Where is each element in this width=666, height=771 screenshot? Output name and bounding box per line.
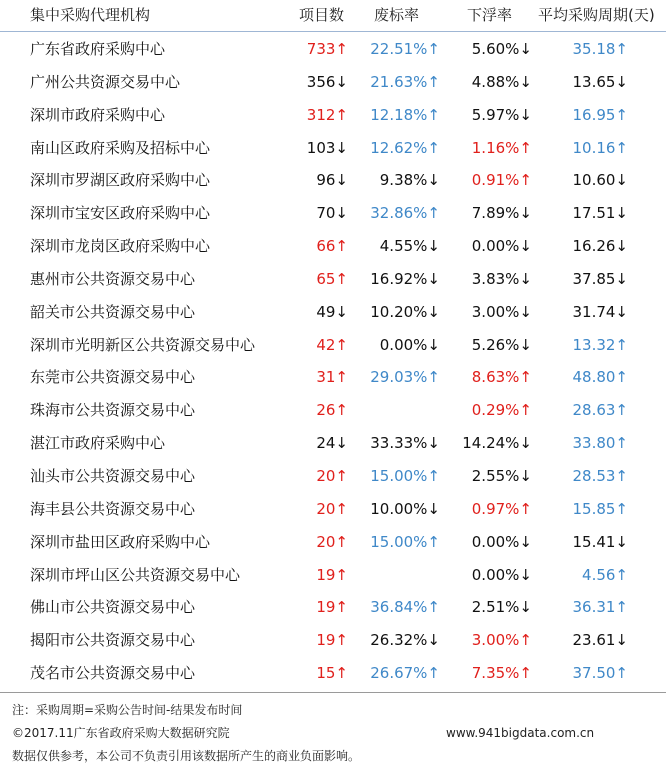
- row-float-rate: 7.35%↑: [471, 664, 532, 683]
- header-count: 项目数: [299, 6, 345, 24]
- row-avg-cycle: 28.63↑: [572, 401, 628, 420]
- row-avg-cycle: 37.50↑: [572, 664, 628, 683]
- row-avg-cycle: 15.41↓: [572, 532, 628, 551]
- row-avg-cycle: 28.53↑: [572, 466, 628, 485]
- row-fail-rate: 26.67%↑: [370, 664, 440, 683]
- row-name: 南山区政府采购及招标中心: [30, 138, 211, 157]
- table-row: [0, 197, 666, 230]
- row-fail-rate: 21.63%↑: [370, 72, 440, 91]
- row-count: 103↓: [306, 138, 348, 157]
- row-name: 深圳市坪山区公共资源交易中心: [30, 565, 241, 584]
- row-float-rate: 4.88%↓: [471, 72, 532, 91]
- row-name: 茂名市公共资源交易中心: [30, 664, 196, 683]
- row-fail-rate: 0.00%↓: [379, 335, 440, 354]
- row-avg-cycle: 10.60↓: [572, 171, 628, 190]
- row-fail-rate: 16.92%↓: [370, 269, 440, 288]
- row-avg-cycle: 10.16↑: [572, 138, 628, 157]
- row-fail-rate: 22.51%↑: [370, 40, 440, 58]
- row-fail-rate: [350, 394, 440, 427]
- row-fail-rate: 32.86%↑: [370, 204, 440, 223]
- table-row: [0, 526, 666, 559]
- row-count: 733↑: [306, 40, 348, 58]
- row-avg-cycle: 4.56↑: [582, 565, 628, 584]
- row-fail-rate: 4.55%↓: [379, 237, 440, 256]
- row-float-rate: 0.00%↓: [471, 565, 532, 584]
- header-float-rate: 下浮率: [467, 6, 513, 24]
- row-name: 深圳市政府采购中心: [30, 105, 166, 124]
- row-name: 深圳市龙岗区政府采购中心: [30, 237, 211, 256]
- table-row: [0, 263, 666, 296]
- header-avg-cycle: 平均采购周期(天): [538, 6, 655, 24]
- table-row: [0, 559, 666, 592]
- row-float-rate: 5.26%↓: [471, 335, 532, 354]
- row-float-rate: 3.00%↑: [471, 631, 532, 650]
- row-count: 20↑: [316, 532, 348, 551]
- row-float-rate: 2.55%↓: [471, 466, 532, 485]
- row-avg-cycle: 35.18↑: [572, 40, 628, 58]
- row-float-rate: 0.91%↑: [471, 171, 532, 190]
- row-avg-cycle: 15.85↑: [572, 499, 628, 518]
- table-header: [0, 0, 666, 32]
- row-avg-cycle: 23.61↓: [572, 631, 628, 650]
- row-avg-cycle: 48.80↑: [572, 368, 628, 387]
- row-fail-rate: 10.00%↓: [370, 499, 440, 518]
- row-float-rate: 0.00%↓: [471, 532, 532, 551]
- footer: [0, 692, 666, 771]
- row-name: 东莞市公共资源交易中心: [30, 368, 196, 387]
- row-avg-cycle: 17.51↓: [572, 204, 628, 223]
- row-avg-cycle: 31.74↓: [572, 302, 628, 321]
- row-count: 15↑: [316, 664, 348, 683]
- row-avg-cycle: 16.26↓: [572, 237, 628, 256]
- row-name: 深圳市盐田区政府采购中心: [30, 532, 211, 551]
- row-fail-rate: 33.33%↓: [370, 434, 440, 453]
- row-name: 湛江市政府采购中心: [30, 434, 166, 453]
- table-row: [0, 329, 666, 362]
- row-name: 广州公共资源交易中心: [30, 72, 181, 91]
- row-fail-rate: 10.20%↓: [370, 302, 440, 321]
- row-avg-cycle: 13.32↑: [572, 335, 628, 354]
- header-fail-rate: 废标率: [374, 6, 420, 24]
- row-name: 深圳市宝安区政府采购中心: [30, 204, 211, 223]
- row-fail-rate: 29.03%↑: [370, 368, 440, 387]
- row-count: 20↑: [316, 499, 348, 518]
- row-name: 佛山市公共资源交易中心: [30, 598, 196, 617]
- row-float-rate: 0.29%↑: [471, 401, 532, 420]
- row-count: 96↓: [316, 171, 348, 190]
- table-row: [0, 132, 666, 165]
- table-row: [0, 99, 666, 132]
- table-row: [0, 591, 666, 624]
- table-body: [0, 33, 666, 690]
- table-row: [0, 657, 666, 690]
- row-float-rate: 14.24%↓: [462, 434, 532, 453]
- table-row: [0, 164, 666, 197]
- row-name: 惠州市公共资源交易中心: [30, 269, 196, 288]
- row-count: 26↑: [316, 401, 348, 420]
- row-count: 42↑: [316, 335, 348, 354]
- footer-disclaimer: 数据仅供参考，本公司不负责引用该数据所产生的商业负面影响。: [12, 749, 361, 763]
- row-count: 20↑: [316, 466, 348, 485]
- row-float-rate: 7.89%↓: [471, 204, 532, 223]
- row-float-rate: 8.63%↑: [471, 368, 532, 387]
- row-count: 65↑: [316, 269, 348, 288]
- row-count: 356↓: [306, 72, 348, 91]
- table-row: [0, 624, 666, 657]
- table-row: [0, 394, 666, 427]
- row-fail-rate: 15.00%↑: [370, 532, 440, 551]
- table-row: [0, 296, 666, 329]
- row-avg-cycle: 36.31↑: [572, 598, 628, 617]
- row-name: 深圳市光明新区公共资源交易中心: [30, 335, 256, 354]
- row-fail-rate: 12.62%↑: [370, 138, 440, 157]
- row-name: 揭阳市公共资源交易中心: [30, 631, 196, 650]
- row-name: 韶关市公共资源交易中心: [30, 302, 196, 321]
- table-row: [0, 460, 666, 493]
- row-name: 深圳市罗湖区政府采购中心: [30, 171, 211, 190]
- footer-website: www.941bigdata.com.cn: [446, 726, 595, 740]
- row-fail-rate: 15.00%↑: [370, 466, 440, 485]
- row-avg-cycle: 13.65↓: [572, 72, 628, 91]
- row-avg-cycle: 33.80↑: [572, 434, 628, 453]
- row-float-rate: 2.51%↓: [471, 598, 532, 617]
- row-count: 19↑: [316, 631, 348, 650]
- row-name: 汕头市公共资源交易中心: [30, 466, 196, 485]
- table-row: [0, 493, 666, 526]
- footer-note: 注：采购周期=采购公告时间-结果发布时间: [12, 703, 243, 717]
- row-fail-rate: 12.18%↑: [370, 105, 440, 124]
- row-count: 70↓: [316, 204, 348, 223]
- row-fail-rate: [350, 559, 440, 592]
- footer-copyright: ©2017.11广东省政府采购大数据研究院: [12, 726, 230, 740]
- row-fail-rate: 26.32%↓: [370, 631, 440, 650]
- table-row: [0, 230, 666, 263]
- row-float-rate: 5.60%↓: [471, 40, 532, 58]
- table-row: [0, 361, 666, 394]
- row-fail-rate: 9.38%↓: [379, 171, 440, 190]
- table-row: [0, 33, 666, 66]
- row-count: 31↑: [316, 368, 348, 387]
- row-count: 19↑: [316, 598, 348, 617]
- row-avg-cycle: 37.85↓: [572, 269, 628, 288]
- row-float-rate: 3.00%↓: [471, 302, 532, 321]
- row-count: 19↑: [316, 565, 348, 584]
- row-float-rate: 5.97%↓: [471, 105, 532, 124]
- row-float-rate: 0.00%↓: [471, 237, 532, 256]
- row-name: 广东省政府采购中心: [30, 40, 166, 58]
- row-name: 珠海市公共资源交易中心: [30, 401, 196, 420]
- row-count: 312↑: [306, 105, 348, 124]
- row-float-rate: 3.83%↓: [471, 269, 532, 288]
- header-org: 集中采购代理机构: [30, 6, 151, 24]
- row-float-rate: 0.97%↑: [471, 499, 532, 518]
- row-count: 66↑: [316, 237, 348, 256]
- row-float-rate: 1.16%↑: [471, 138, 532, 157]
- row-avg-cycle: 16.95↑: [572, 105, 628, 124]
- row-count: 24↓: [316, 434, 348, 453]
- row-fail-rate: 36.84%↑: [370, 598, 440, 617]
- table-row: [0, 427, 666, 460]
- row-name: 海丰县公共资源交易中心: [30, 499, 196, 518]
- table-row: [0, 66, 666, 99]
- row-count: 49↓: [316, 302, 348, 321]
